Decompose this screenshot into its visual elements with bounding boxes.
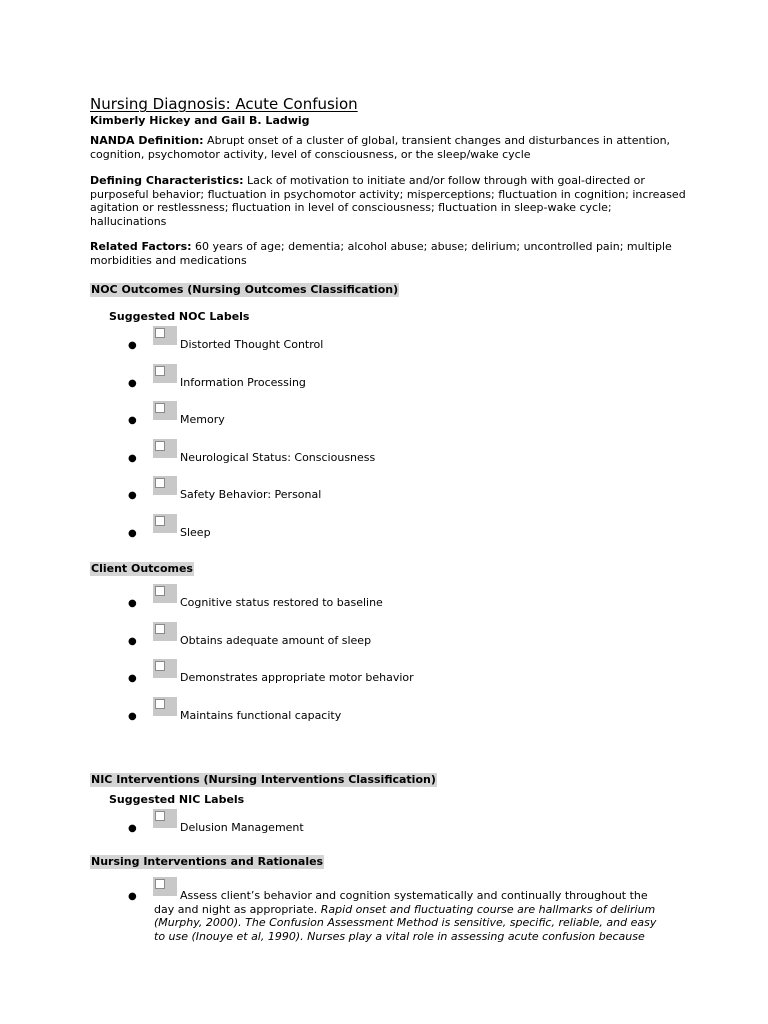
defining-text: Lack of motivation to initiate and/or follow through with goal-directed or purposeful behavior; fluctuation in psychomotor activity; misperceptions; fluctuation in cognition; increased agitation or restlessness; fluctuation in level of consciousness; fluctuation in sleep-wake cycle; hallucinations [90,174,686,228]
noc-heading: NOC Outcomes (Nursing Outcomes Classification) [91,283,399,296]
defining-label: Defining Characteristics: [90,174,244,187]
list-item-label: Delusion Management [180,821,304,834]
bullet-marker: ● [128,891,137,902]
defining-characteristics [90,174,690,228]
related-text: 60 years of age; dementia; alcohol abuse; abuse; delirium; uncontrolled pain; multiple morbidities and medications [90,240,672,267]
page-title: Nursing Diagnosis: Acute Confusion [90,95,358,113]
checkbox-icon[interactable] [153,809,177,828]
document-page [90,94,690,943]
list-item-label: Memory [180,413,225,426]
checkbox-icon[interactable] [153,697,177,716]
intervention-text: Assess client’s behavior and cognition systematically and continually throughout the day and night as appropriate. [154,889,648,916]
related-label: Related Factors: [90,240,192,253]
list-item-label: Distorted Thought Control [180,338,324,351]
checkbox-icon[interactable] [153,514,177,533]
list-item [90,401,690,439]
list-item [90,364,690,402]
nic-list [90,809,690,844]
list-item-label: Neurological Status: Consciousness [180,450,376,464]
checkbox-icon[interactable] [153,439,177,458]
list-item-label: Cognitive status restored to baseline [180,596,383,609]
checkbox-icon[interactable] [153,476,177,495]
nanda-label: NANDA Definition: [90,134,204,147]
bullet-marker: ● [128,377,137,389]
client-outcomes-heading: Client Outcomes [91,562,193,575]
list-item [90,697,690,735]
checkbox-icon[interactable] [153,401,177,420]
interventions-list [90,877,690,943]
list-item [90,659,690,697]
list-item [90,476,690,514]
client-outcomes-list [90,584,690,734]
list-item [90,877,690,943]
list-item [90,439,690,477]
list-item [90,326,690,364]
list-item-label: Sleep [180,525,211,539]
checkbox-icon[interactable] [153,584,177,603]
checkbox-icon[interactable] [153,877,177,896]
list-item-label: Demonstrates appropriate motor behavior [180,671,414,684]
bullet-marker: ● [128,415,137,426]
checkbox-icon[interactable] [153,622,177,641]
list-item-label: Maintains functional capacity [180,708,342,722]
list-item [90,809,690,844]
bullet-marker: ● [128,673,137,684]
checkbox-icon[interactable] [153,326,177,345]
noc-list [90,326,690,551]
list-item-label: Information Processing [180,375,306,389]
nic-subheading: Suggested NIC Labels [109,793,245,806]
list-item [90,514,690,552]
nic-heading: NIC Interventions (Nursing Interventions Classification) [91,773,436,786]
bullet-marker: ● [128,823,137,834]
list-item-label: Obtains adequate amount of sleep [180,633,372,647]
authors: Kimberly Hickey and Gail B. Ladwig [90,114,310,127]
nanda-definition [90,134,690,161]
bullet-marker: ● [128,452,137,464]
related-factors [90,240,690,267]
checkbox-icon[interactable] [153,364,177,383]
bullet-marker: ● [128,598,137,609]
list-item [90,584,690,622]
intervention-rationale: Rapid onset and fluctuating course are hallmarks of delirium (Murphy, 2000). The Confusion Assessment Method is sensitive, specific, reliable, and easy to use (Inouye et al, 1990). Nurses play a vital role in assessing acute confusion because [154,902,657,943]
bullet-marker: ● [128,490,137,501]
bullet-marker: ● [128,340,137,351]
bullet-marker: ● [128,527,137,539]
interventions-heading: Nursing Interventions and Rationales [91,855,324,868]
list-item-label: Safety Behavior: Personal [180,488,322,501]
bullet-marker: ● [128,635,137,647]
noc-subheading: Suggested NOC Labels [109,310,250,323]
nanda-text: Abrupt onset of a cluster of global, transient changes and disturbances in attention, cognition, psychomotor activity, level of consciousness, or the sleep/wake cycle [90,134,671,161]
bullet-marker: ● [128,710,137,722]
list-item [90,622,690,660]
checkbox-icon[interactable] [153,659,177,678]
